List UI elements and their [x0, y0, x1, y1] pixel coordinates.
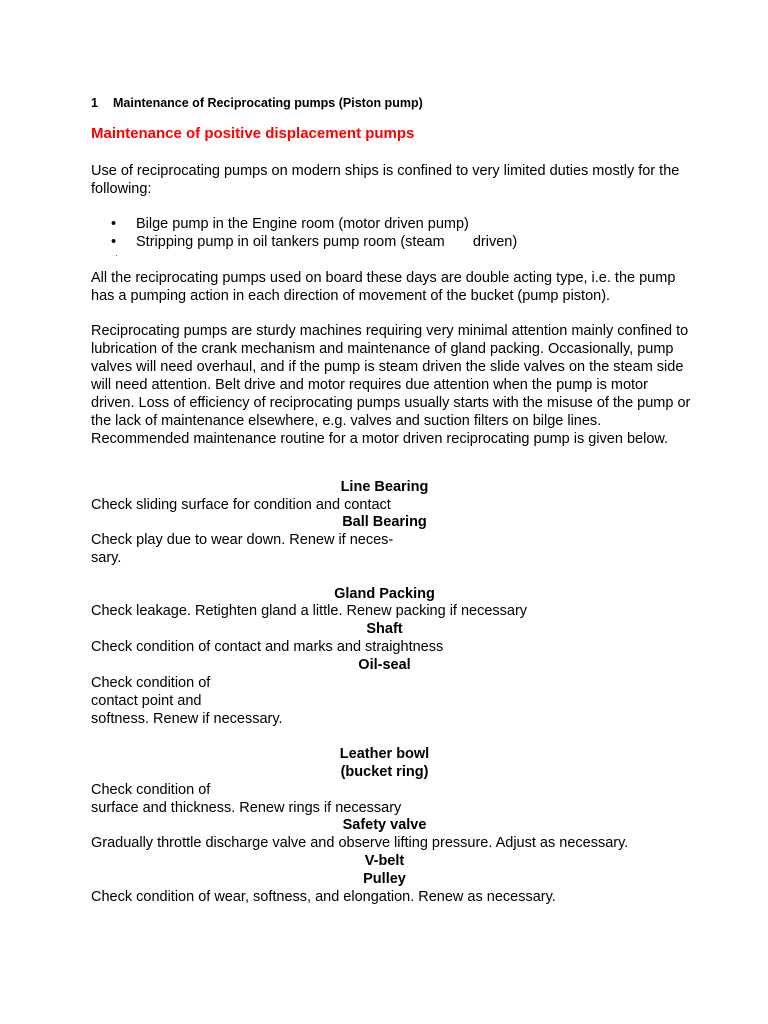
item-text: Check condition of surface and thickness. Renew rings if necessary: [91, 782, 402, 816]
item-title: V-belt Pulley: [363, 853, 406, 887]
item-text: Check condition of wear, softness, and elongation. Renew as necessary.: [91, 889, 556, 905]
bullet-list: [91, 215, 691, 251]
stray-dot: ·: [115, 251, 118, 260]
bullet-icon: •: [111, 216, 117, 232]
item-title: Safety valve: [342, 817, 427, 833]
item-text: Check play due to wear down. Renew if neces- sary.: [91, 532, 394, 566]
section-heading-title: Maintenance of Reciprocating pumps (Piston pump): [113, 96, 423, 110]
item-title: Leather bowl (bucket ring): [339, 746, 430, 780]
item-title: Line Bearing: [340, 479, 429, 495]
body-paragraph-2: Reciprocating pumps are sturdy machines requiring very minimal attention mainly confined to lubrication of the crank mechanism and maintenance of gland packing. Occasionally, pump valves will need overhaul, and if the pump is steam driven the slide valves on the steam side will need attention. Belt drive and motor requires due attention when the pump is motor driven. Loss of efficiency of reciprocating pumps usually starts with the misuse of the pump or the lack of maintenance elsewhere, e.g. valves and suction filters on bilge lines. Recommended maintenance routine for a motor driven reciprocating pump is given below.: [91, 323, 691, 447]
intro-paragraph: Use of reciprocating pumps on modern ships is confined to very limited duties mostly for the following:: [91, 163, 680, 197]
item-title: Gland Packing: [334, 586, 435, 602]
section-heading: [91, 95, 423, 111]
bullet-icon: •: [111, 234, 117, 250]
item-title: Oil-seal: [358, 657, 411, 673]
list-item-text: Bilge pump in the Engine room (motor driven pump): [136, 216, 469, 232]
list-item-text: Stripping pump in oil tankers pump room (steam driven): [136, 234, 518, 250]
section-number: 1: [91, 96, 98, 110]
item-text: Check condition of contact point and softness. Renew if necessary.: [91, 675, 283, 727]
subsection-title: Maintenance of positive displacement pumps: [91, 125, 415, 142]
list-item: [91, 233, 691, 251]
item-text: Check sliding surface for condition and contact: [91, 497, 391, 513]
list-item: [91, 215, 691, 233]
item-text: Check condition of contact and marks and straightness: [91, 639, 444, 655]
item-title: Ball Bearing: [342, 514, 427, 530]
body-paragraph-1: All the reciprocating pumps used on board these days are double acting type, i.e. the pump has a pumping action in each direction of movement of the bucket (pump piston).: [91, 270, 676, 304]
item-text: Gradually throttle discharge valve and observe lifting pressure. Adjust as necessary.: [91, 835, 629, 851]
item-text: Check leakage. Retighten gland a little. Renew packing if necessary: [91, 603, 528, 619]
item-title: Shaft: [366, 621, 403, 637]
